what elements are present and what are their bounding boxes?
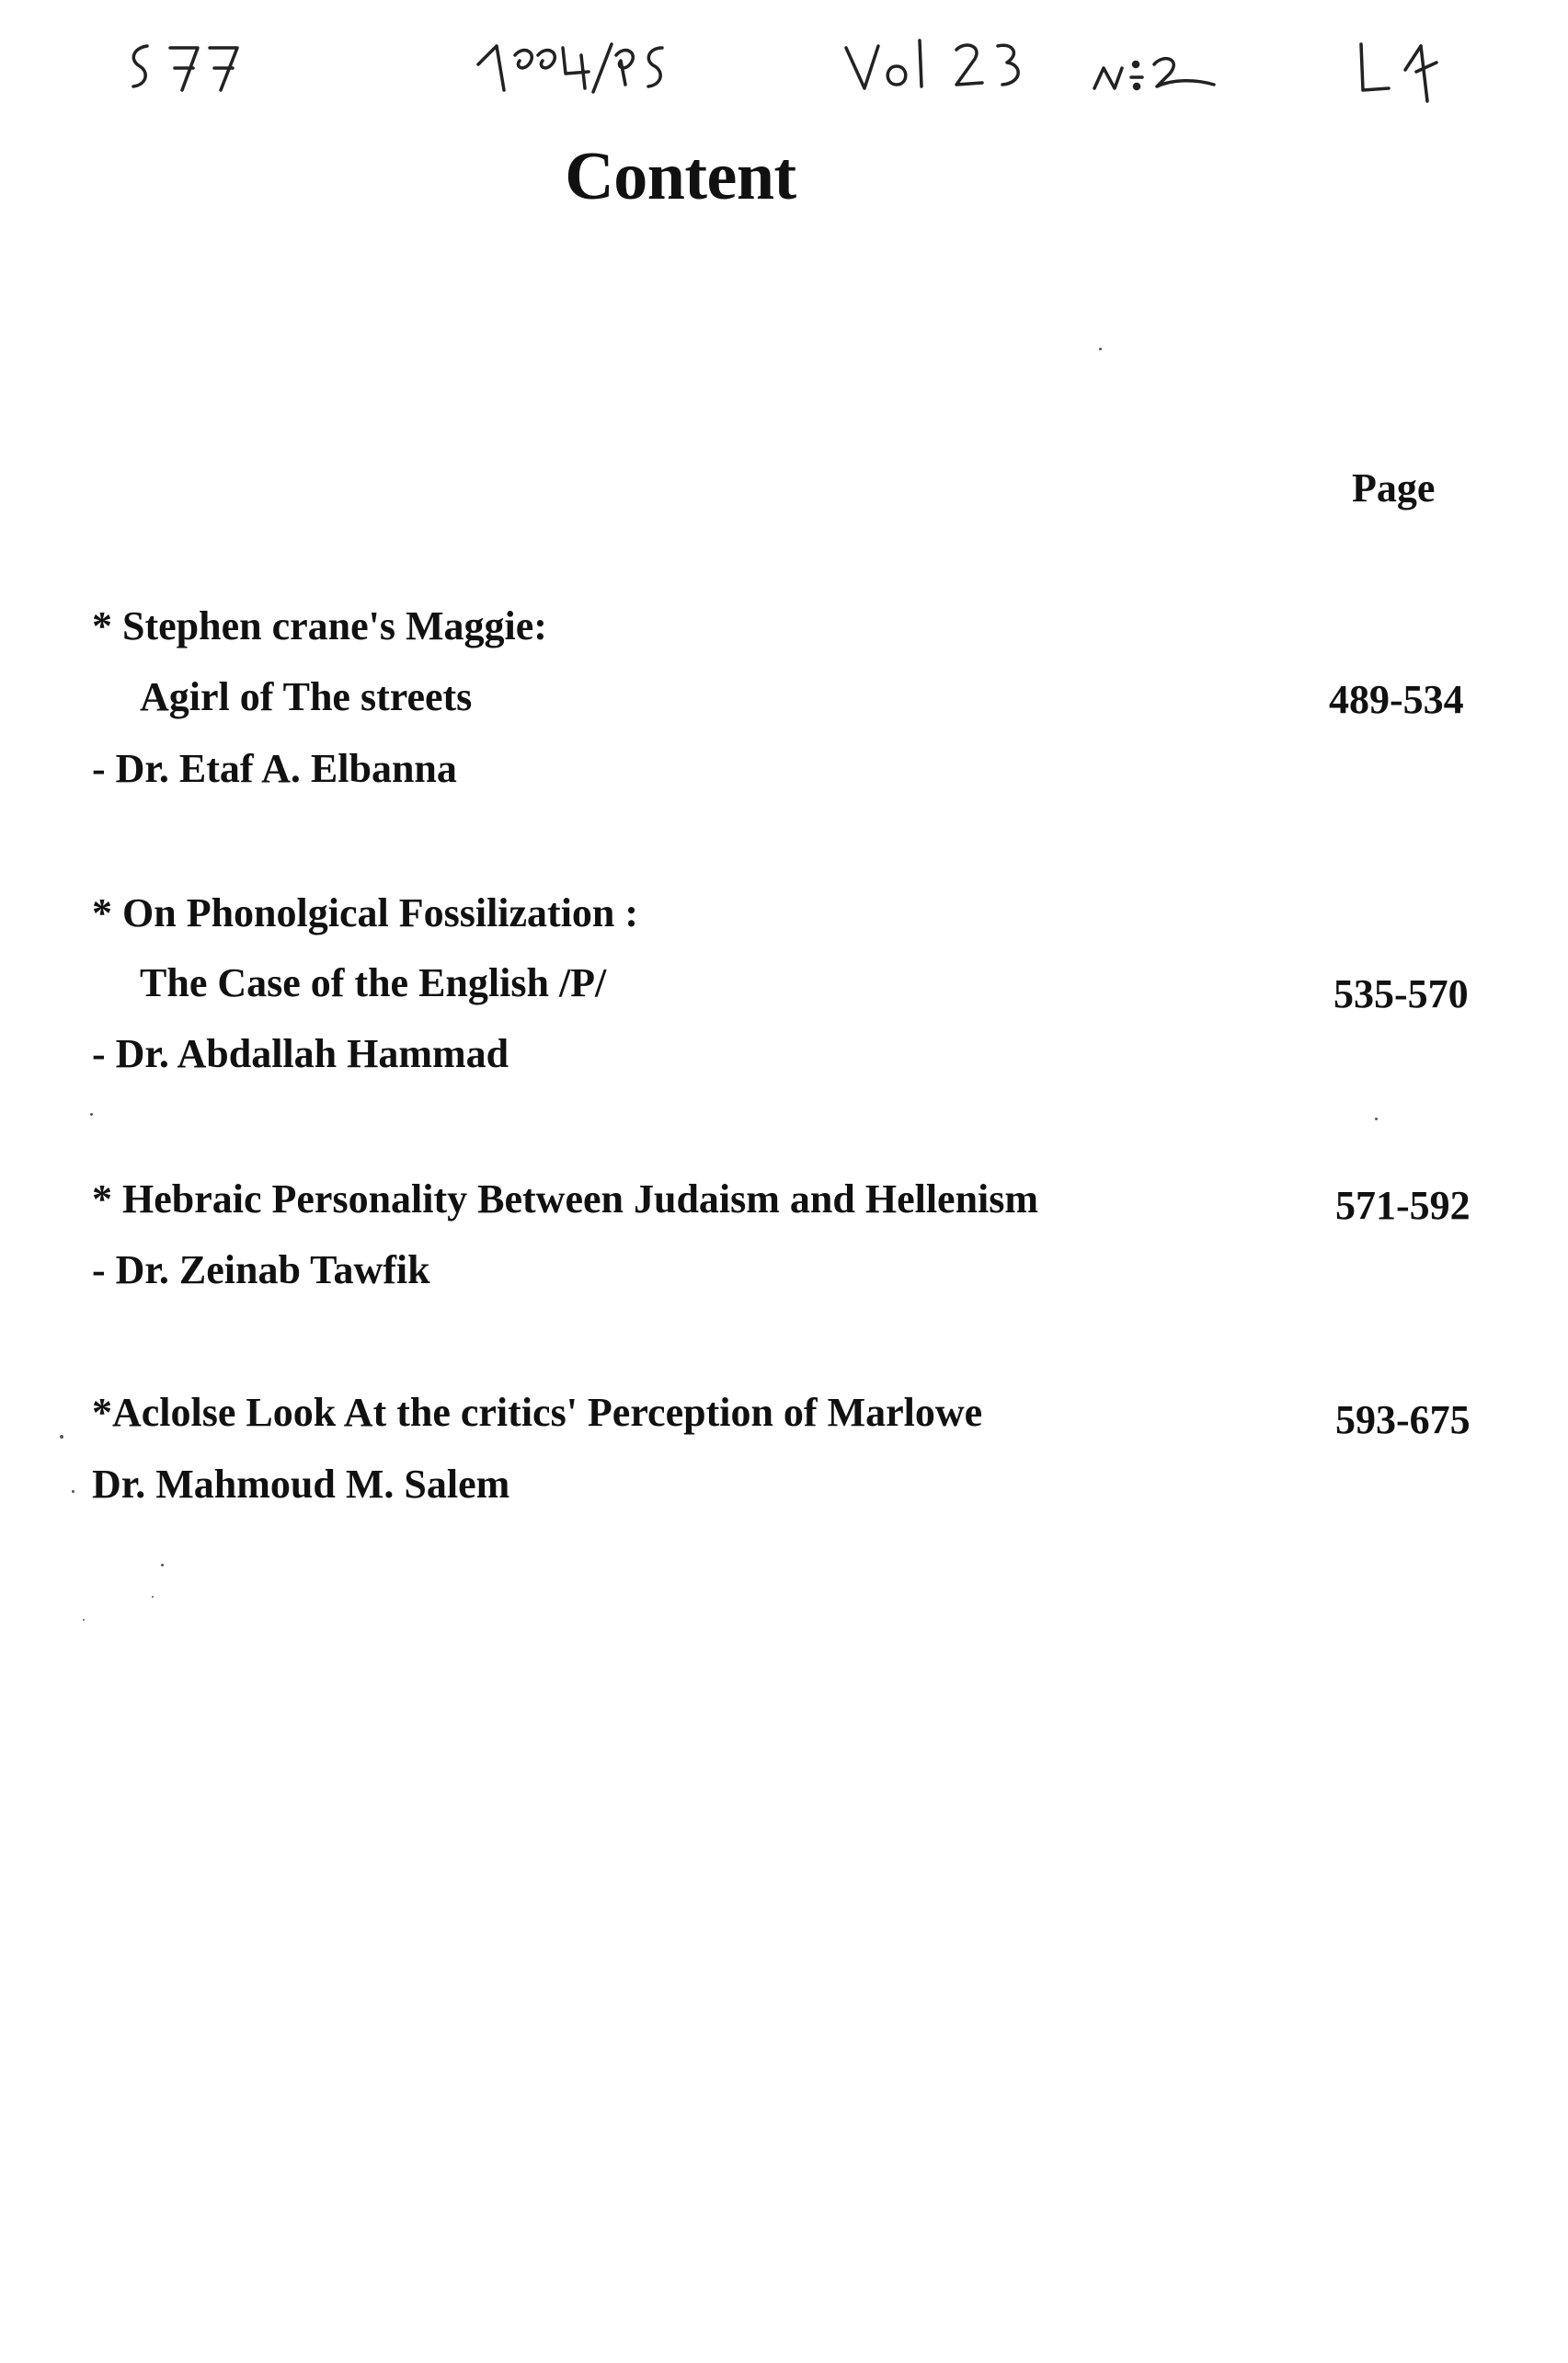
- entry-title-line: *Aclolse Look At the critics' Perception of Marlowe: [92, 1390, 983, 1435]
- handwritten-shelf-mark: [1361, 44, 1436, 101]
- entry-page-range: 593-675: [1335, 1397, 1471, 1442]
- scan-speck: [60, 1435, 63, 1439]
- handwritten-year: [478, 44, 662, 92]
- entry-page-range: 535-570: [1333, 971, 1469, 1016]
- entry-page-range: 489-534: [1329, 677, 1464, 722]
- entry-author: - Dr. Etaf A. Elbanna: [92, 746, 457, 791]
- page-title: Content: [565, 139, 796, 214]
- scan-speck: [161, 1564, 164, 1566]
- scan-speck: [83, 1619, 85, 1621]
- entry-author: - Dr. Zeinab Tawfik: [92, 1247, 430, 1292]
- handwritten-call-number: [133, 46, 237, 90]
- entry-page-range: 571-592: [1335, 1183, 1471, 1228]
- page-column-header: Page: [1352, 465, 1436, 510]
- entry-author: - Dr. Abdallah Hammad: [92, 1031, 509, 1076]
- scan-speck: [90, 1113, 93, 1116]
- handwritten-annotations: [0, 28, 1568, 129]
- entry-title-line: The Case of the English /P/: [140, 960, 607, 1005]
- entry-title-line: * On Phonolgical Fossilization :: [92, 890, 639, 935]
- scan-speck: [1099, 348, 1102, 350]
- handwritten-volume: [846, 40, 1018, 88]
- entry-title-line: Agirl of The streets: [140, 674, 473, 719]
- handwritten-number: [1094, 59, 1214, 89]
- scan-speck: [152, 1596, 154, 1598]
- entry-author: Dr. Mahmoud M. Salem: [92, 1462, 510, 1507]
- scan-speck: [1375, 1118, 1378, 1120]
- entry-title-line: * Hebraic Personality Between Judaism and Hellenism: [92, 1176, 1039, 1222]
- scan-speck: [72, 1490, 74, 1493]
- entry-title-line: * Stephen crane's Maggie:: [92, 603, 547, 648]
